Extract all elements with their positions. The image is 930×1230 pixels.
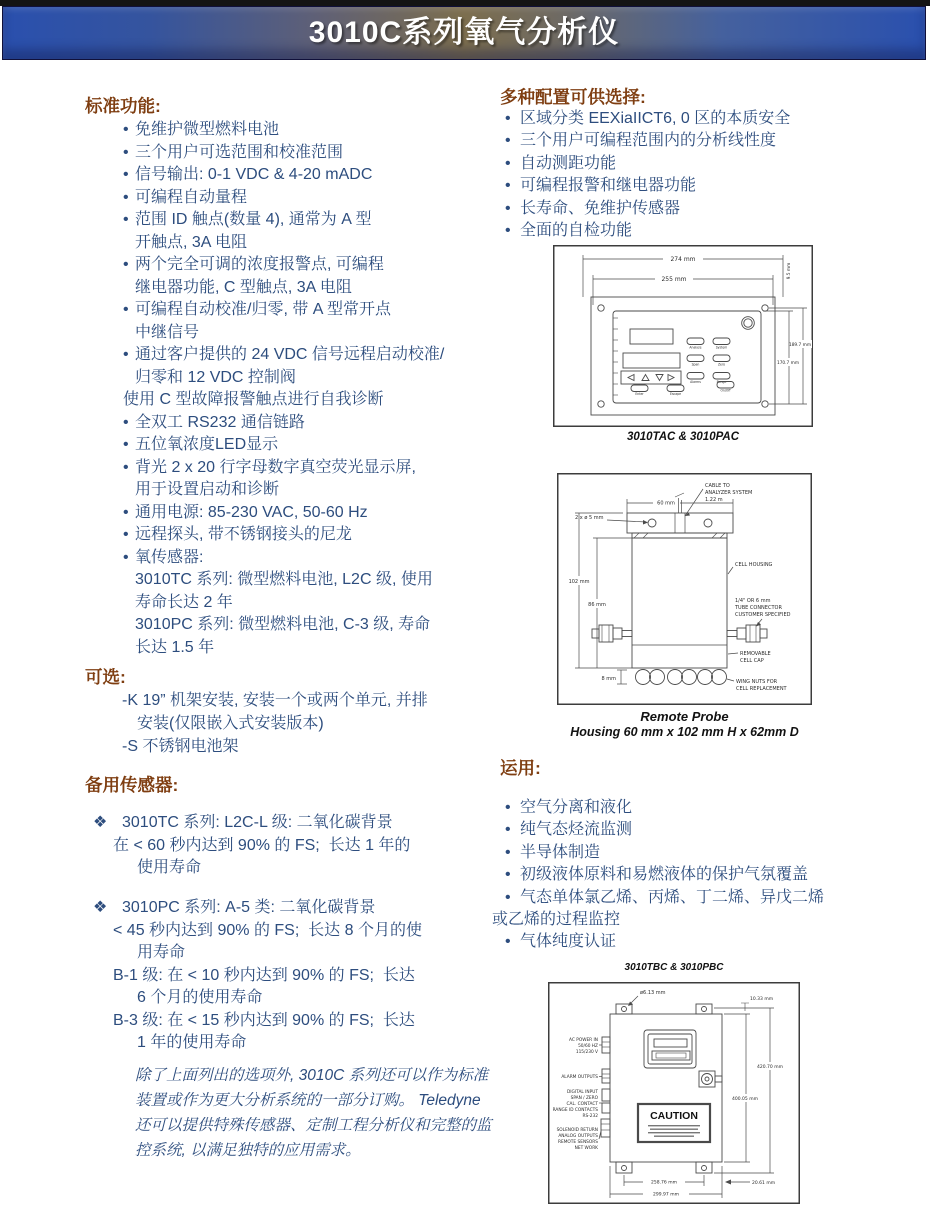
line-text: 氧传感器: xyxy=(135,548,204,566)
text-line xyxy=(123,569,493,592)
bullet-marker-icon: • xyxy=(123,211,129,228)
solenoid-label: SOLENOID RETURN xyxy=(556,1128,598,1133)
line-text: 使用寿命 xyxy=(137,859,202,876)
line-text: 中继信号 xyxy=(135,323,200,341)
line-text: 免维护微型燃料电池 xyxy=(135,121,280,138)
bullet-marker-icon: • xyxy=(123,301,129,318)
line-text: 通用电源: 85-230 VAC, 50-60 Hz xyxy=(135,503,368,521)
dim-label: 274 mm xyxy=(670,256,696,263)
line-text: -K 19” 机架安装, 安装一个或两个单元, 并排 xyxy=(122,692,428,709)
bullet-marker-icon: • xyxy=(123,458,129,476)
line-text: 气态单体氯乙烯、丙烯、丁二烯、异戊二烯 xyxy=(520,888,825,906)
wing-nut-label: WING NUTS FOR xyxy=(736,679,778,685)
text-line xyxy=(123,434,493,457)
line-text: 可编程自动量程 xyxy=(135,188,248,206)
digital-input-label: RS-232 xyxy=(582,1114,598,1119)
bullet-marker-icon: • xyxy=(123,548,129,566)
heading-standard-features: 标准功能: xyxy=(85,96,161,116)
line-text: 使用 C 型故障报警触点进行自我诊断 xyxy=(123,391,384,408)
text-line xyxy=(123,367,493,390)
bullet-marker-icon: • xyxy=(123,413,129,431)
text-line xyxy=(93,1010,493,1033)
dim-label: 60 mm xyxy=(657,500,675,507)
text-line xyxy=(123,479,493,502)
digital-input-label: CAL. CONTACT xyxy=(566,1102,598,1107)
bullet-marker-icon: ❖ xyxy=(93,899,108,916)
line-text: 可编程自动校准/归零, 带 A 型常开点 xyxy=(135,301,392,318)
line-text: 安装(仅限嵌入式安装版本) xyxy=(137,715,324,732)
line-text: 三个用户可编程范围内的分析线性度 xyxy=(520,132,777,150)
dim-label: 102 mm xyxy=(568,579,590,585)
text-line xyxy=(123,547,493,570)
text-line xyxy=(93,965,493,988)
text-line xyxy=(123,254,493,277)
optional-list xyxy=(122,689,494,758)
text-line xyxy=(505,931,925,953)
button-label: Escape xyxy=(669,392,682,396)
line-text: -S 不锈钢电池架 xyxy=(122,738,239,755)
line-text: 范围 ID 触点(数量 4), 通常为 A 型 xyxy=(135,211,372,228)
button-label: Zero xyxy=(717,362,726,367)
line-text: 纯气态烃流监测 xyxy=(520,821,633,839)
text-line xyxy=(93,987,493,1010)
text-line xyxy=(122,735,494,758)
bullet-marker-icon: • xyxy=(505,199,511,217)
line-text: 远程探头, 带不锈钢接头的尼龙 xyxy=(135,526,352,543)
solenoid-label: NET WORK xyxy=(574,1146,598,1151)
text-line xyxy=(123,119,493,142)
wing-nut-label: CELL REPLACEMENT xyxy=(736,686,787,692)
alarm-outputs-label: ALARM OUTPUTS xyxy=(561,1075,598,1080)
line-text: 归零和 12 VDC 控制阀 xyxy=(135,368,296,386)
line-text: 长达 1.5 年 xyxy=(135,638,215,656)
text-line xyxy=(93,857,493,880)
line-text: 区域分类 EEXiaIICT6, 0 区的本质安全 xyxy=(520,110,791,127)
ac-power-label: 115/230 V xyxy=(575,1050,598,1055)
line-text: 在 < 60 秒内达到 90% 的 FS; 长达 1 年的 xyxy=(113,836,411,854)
bullet-marker-icon: • xyxy=(505,110,511,127)
enclosure-diagram-caption: 3010TBC & 3010PBC xyxy=(624,962,724,973)
line-text: 信号输出: 0-1 VDC & 4-20 mADC xyxy=(135,166,373,183)
line-text: 半导体制造 xyxy=(520,843,601,861)
spare-sensor-item-1 xyxy=(93,812,493,880)
dim-label: 420.70 mm xyxy=(757,1065,783,1070)
remote-probe-caption: Remote Probe xyxy=(640,709,729,724)
bullet-marker-icon: • xyxy=(505,799,511,816)
line-text: 全面的自检功能 xyxy=(520,222,633,240)
text-line xyxy=(135,1113,505,1138)
solenoid-label: REMOTE SENSORS xyxy=(558,1140,598,1145)
line-text: 控系统, 以满足独特的应用需求。 xyxy=(135,1142,361,1159)
hole-label: 2 x ø 5 mm xyxy=(575,515,604,521)
bullet-marker-icon: ❖ xyxy=(93,814,108,831)
line-text: 装置或作为更大分析系统的一部分订购。 Teledyne xyxy=(135,1092,481,1109)
line-text: 两个完全可调的浓度报警点, 可编程 xyxy=(135,256,384,273)
line-text: 1 年的使用寿命 xyxy=(137,1034,247,1051)
ac-power-label: AC POWER IN xyxy=(569,1038,598,1043)
text-line xyxy=(135,1138,505,1163)
bullet-marker-icon: • xyxy=(505,888,511,906)
text-line xyxy=(123,344,493,367)
bullet-marker-icon: • xyxy=(505,866,511,884)
connector-label: TUBE CONNECTOR xyxy=(735,605,782,611)
line-text: 三个用户可选范围和校准范围 xyxy=(135,143,344,161)
bullet-marker-icon: • xyxy=(505,821,511,839)
dim-label: 10.33 mm xyxy=(750,997,774,1002)
text-line xyxy=(123,592,493,615)
heading-applications: 运用: xyxy=(500,758,541,778)
dim-label: 170.7 mm xyxy=(776,361,800,366)
line-text: 还可以提供特殊传感器、定制工程分析仪和完整的监 xyxy=(135,1117,492,1134)
text-line xyxy=(123,457,493,480)
line-text: 空气分离和液化 xyxy=(520,799,633,816)
text-line xyxy=(492,909,925,931)
line-text: 3010PC 系列: 微型燃料电池, C-3 级, 寿命 xyxy=(135,616,431,633)
line-text: 五位氧浓度LED显示 xyxy=(135,436,279,453)
caution-text: CAUTION xyxy=(650,1110,698,1122)
text-line xyxy=(123,187,493,210)
button-label: Alarms xyxy=(690,380,701,384)
text-line xyxy=(93,897,493,920)
text-line xyxy=(505,797,925,819)
line-text: 用于设置启动和诊断 xyxy=(135,481,280,498)
bullet-marker-icon: • xyxy=(505,177,511,195)
remote-probe-diagram xyxy=(557,473,812,705)
text-line xyxy=(93,812,493,835)
text-line xyxy=(123,524,493,547)
button-label: Span xyxy=(691,362,700,367)
bullet-marker-icon: • xyxy=(123,503,129,521)
text-line xyxy=(123,412,493,435)
text-line xyxy=(123,389,493,412)
text-line xyxy=(93,942,493,965)
line-text: 3010TC 系列: L2C-L 级: 二氧化碳背景 xyxy=(122,814,393,831)
line-text: < 45 秒内达到 90% 的 FS; 长达 8 个月的使 xyxy=(113,921,422,939)
text-line xyxy=(123,637,493,660)
applications-list xyxy=(492,797,925,954)
text-line xyxy=(505,220,925,242)
cable-label: ANALYZER SYSTEM xyxy=(705,490,753,496)
line-text: 继电器功能, C 型触点, 3A 电阻 xyxy=(135,278,352,296)
text-line xyxy=(93,920,493,943)
cable-label: 1.22 m xyxy=(705,497,723,503)
bullet-marker-icon: • xyxy=(123,526,129,543)
ordering-note xyxy=(135,1063,505,1163)
solenoid-label: ANALOG OUTPUTS xyxy=(558,1134,598,1139)
panel-diagram-caption: 3010TAC & 3010PAC xyxy=(626,431,740,443)
heading-spare-sensors: 备用传感器: xyxy=(85,775,179,795)
text-line xyxy=(505,130,925,152)
line-text: 长寿命、免维护传感器 xyxy=(520,199,681,217)
text-line xyxy=(93,1032,493,1055)
line-text: 初级液体原料和易燃液体的保护气氛覆盖 xyxy=(520,866,809,884)
bullet-marker-icon: • xyxy=(123,256,129,273)
connector-label: CUSTOMER SPECIFIED xyxy=(735,612,791,618)
line-text: 3010PC 系列: A-5 类: 二氧化碳背景 xyxy=(122,899,376,916)
text-line xyxy=(505,864,925,886)
bullet-marker-icon: • xyxy=(123,436,129,453)
dim-label: ø6.13 mm xyxy=(640,990,666,996)
heading-configurations: 多种配置可供选择: xyxy=(500,87,646,107)
bullet-marker-icon: • xyxy=(123,121,129,138)
dim-label: 20.61 mm xyxy=(752,1181,776,1186)
digital-input-label: RANGE ID CONTACTS xyxy=(552,1108,598,1113)
line-text: B-1 级: 在 < 10 秒内达到 90% 的 FS; 长达 xyxy=(113,966,415,984)
text-line xyxy=(505,198,925,220)
text-line xyxy=(135,1088,505,1113)
text-line xyxy=(123,502,493,525)
line-text: 自动测距功能 xyxy=(520,154,617,172)
bullet-marker-icon: • xyxy=(505,843,511,861)
line-text: 6 个月的使用寿命 xyxy=(137,989,263,1006)
housing-label: CELL HOUSING xyxy=(735,562,773,568)
text-line xyxy=(123,614,493,637)
configurations-list xyxy=(505,108,925,242)
line-text: 用寿命 xyxy=(137,944,186,961)
heading-optional: 可选: xyxy=(85,667,126,687)
enclosure-diagram xyxy=(548,982,800,1204)
text-line xyxy=(123,142,493,165)
bullet-marker-icon: • xyxy=(505,933,511,951)
ac-power-label: 50/60 HZ xyxy=(578,1044,598,1049)
dim-label: 400.05 mm xyxy=(732,1097,758,1102)
dim-label: 9.5 mm xyxy=(787,262,792,280)
bullet-marker-icon: • xyxy=(505,132,511,150)
text-line xyxy=(123,322,493,345)
dim-label: 189.7 mm xyxy=(788,343,812,348)
text-line xyxy=(505,175,925,197)
text-line xyxy=(505,819,925,841)
line-text: 寿命长达 2 年 xyxy=(135,593,233,611)
connector-label: 1/4" OR 6 mm xyxy=(735,598,771,604)
bullet-marker-icon: • xyxy=(123,188,129,206)
text-line xyxy=(505,153,925,175)
line-text: 背光 2 x 20 行字母数字真空荧光显示屏, xyxy=(135,458,416,476)
button-label: System xyxy=(715,345,728,350)
cap-label: REMOVABLE xyxy=(740,651,771,657)
text-line xyxy=(93,835,493,858)
dim-label: 86 mm xyxy=(588,602,606,608)
line-text: 开触点, 3A 电阻 xyxy=(135,233,248,251)
text-line xyxy=(505,887,925,909)
line-text: 全双工 RS232 通信链路 xyxy=(135,413,305,431)
text-line xyxy=(505,108,925,130)
digital-input-label: DIGITAL INPUT xyxy=(566,1090,598,1095)
line-text: 或乙烯的过程监控 xyxy=(492,911,621,929)
line-text: 除了上面列出的选项外, 3010C 系列还可以作为标准 xyxy=(135,1067,489,1084)
page-title: 3010C系列氧气分析仪 xyxy=(308,16,620,49)
button-label: On/Off xyxy=(720,388,731,393)
button-label: Range xyxy=(716,380,727,384)
button-label: Analyze xyxy=(689,345,702,350)
text-line xyxy=(123,164,493,187)
text-line xyxy=(123,299,493,322)
dim-label: 8 mm xyxy=(601,676,616,682)
line-text: 3010TC 系列: 微型燃料电池, L2C 级, 使用 xyxy=(135,571,433,588)
line-text: 气体纯度认证 xyxy=(520,933,617,951)
line-text: 可编程报警和继电器功能 xyxy=(520,177,697,195)
text-line xyxy=(505,842,925,864)
button-label: Enter xyxy=(635,392,644,396)
panel-diagram xyxy=(553,245,813,427)
remote-probe-housing-caption: Housing 60 mm x 102 mm H x 62mm D xyxy=(570,725,799,739)
dim-label: 258.76 mm xyxy=(651,1180,677,1186)
standard-features-list xyxy=(123,119,493,659)
text-line xyxy=(123,277,493,300)
line-text: B-3 级: 在 < 15 秒内达到 90% 的 FS; 长达 xyxy=(113,1011,415,1029)
bullet-marker-icon: • xyxy=(505,222,511,240)
dim-label: 255 mm xyxy=(661,276,687,283)
text-line xyxy=(135,1063,505,1088)
cable-label: CABLE TO xyxy=(705,483,730,489)
text-line xyxy=(123,209,493,232)
digital-input-label: SPAN / ZERO xyxy=(570,1096,598,1101)
spare-sensor-item-2 xyxy=(93,897,493,1055)
text-line xyxy=(122,712,494,735)
bullet-marker-icon: • xyxy=(123,346,129,363)
text-line xyxy=(123,232,493,255)
bullet-marker-icon: • xyxy=(505,154,511,172)
text-line xyxy=(122,689,494,712)
dim-label: 299.97 mm xyxy=(653,1192,679,1198)
bullet-marker-icon: • xyxy=(123,143,129,161)
line-text: 通过客户提供的 24 VDC 信号远程启动校准/ xyxy=(135,346,445,363)
bullet-marker-icon: • xyxy=(123,166,129,183)
cap-label: CELL CAP xyxy=(740,658,764,664)
page-header xyxy=(2,6,926,60)
